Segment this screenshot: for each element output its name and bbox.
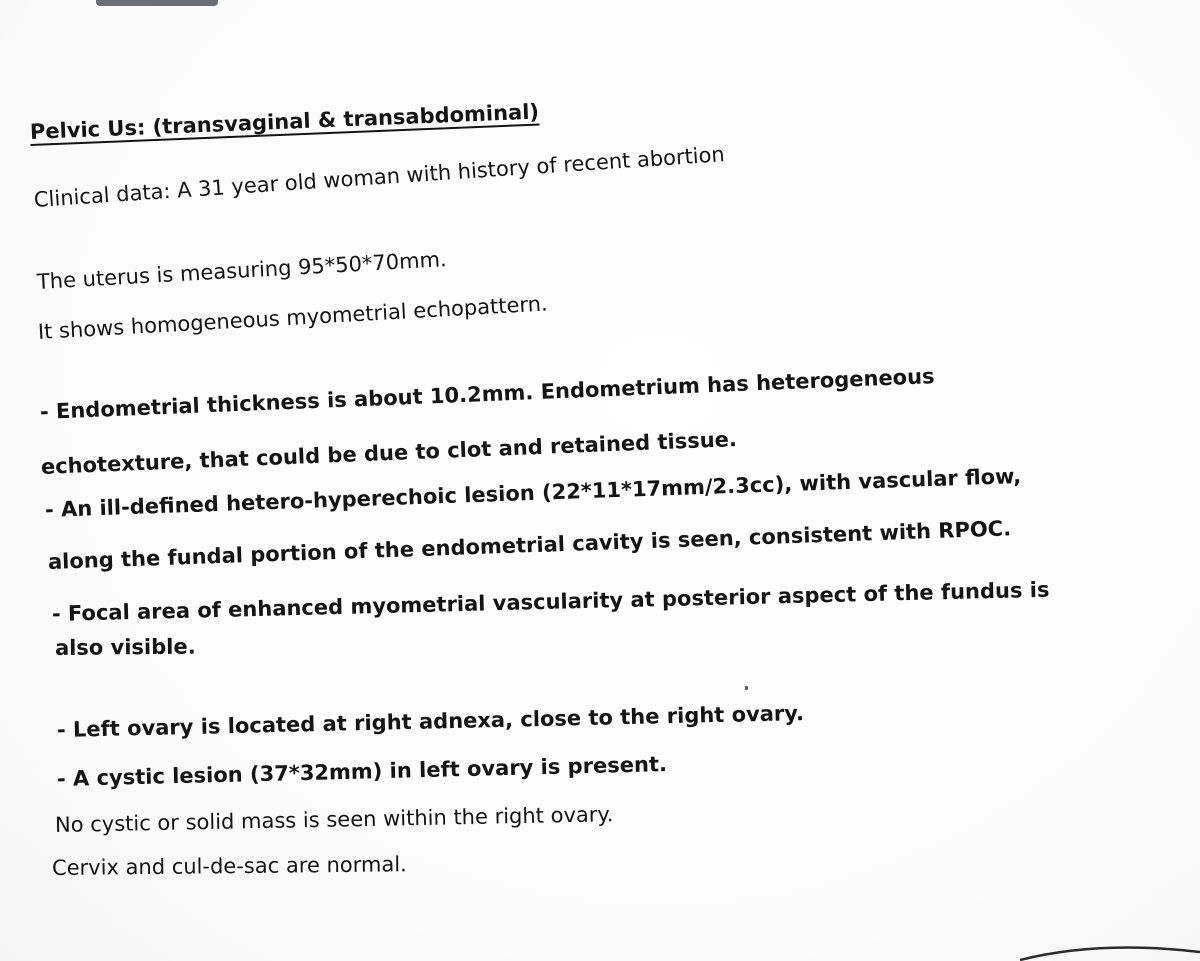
vascularity-finding-line-1: - Focal area of enhanced myometrial vascularity at posterior aspect of the fundus is	[51, 577, 1050, 626]
uterus-measurement: The uterus is measuring 95*50*70mm.	[36, 247, 448, 294]
endometrium-finding-line-1: - Endometrial thickness is about 10.2mm. Endometrium has heterogeneous	[39, 364, 935, 424]
report-title: Pelvic Us: (transvaginal & transabdominal)	[29, 99, 540, 144]
vascularity-finding-line-2: also visible.	[54, 634, 196, 660]
lesion-finding-line-2: along the fundal portion of the endometrial cavity is seen, consistent with RPOC.	[47, 516, 1012, 574]
clinical-data: Clinical data: A 31 year old woman with history of recent abortion	[33, 142, 726, 212]
cervix-description: Cervix and cul-de-sac are normal.	[51, 852, 407, 880]
lesion-finding-line-1: - An ill-defined hetero-hyperechoic lesion (22*11*17mm/2.3cc), with vascular flow,	[44, 463, 1022, 522]
paper-edge-mark	[96, 0, 218, 6]
stamp-edge-mark	[1020, 940, 1200, 961]
right-ovary-description: No cystic or solid mass is seen within the right ovary.	[54, 802, 614, 837]
left-ovary-location: - Left ovary is located at right adnexa, close to the right ovary.	[56, 701, 805, 742]
cystic-lesion-finding: - A cystic lesion (37*32mm) in left ovary is present.	[56, 752, 668, 791]
endometrium-finding-line-2: echotexture, that could be due to clot and retained tissue.	[40, 427, 738, 479]
paper-speck	[745, 686, 748, 690]
myometrium-description: It shows homogeneous myometrial echopattern.	[37, 291, 549, 344]
